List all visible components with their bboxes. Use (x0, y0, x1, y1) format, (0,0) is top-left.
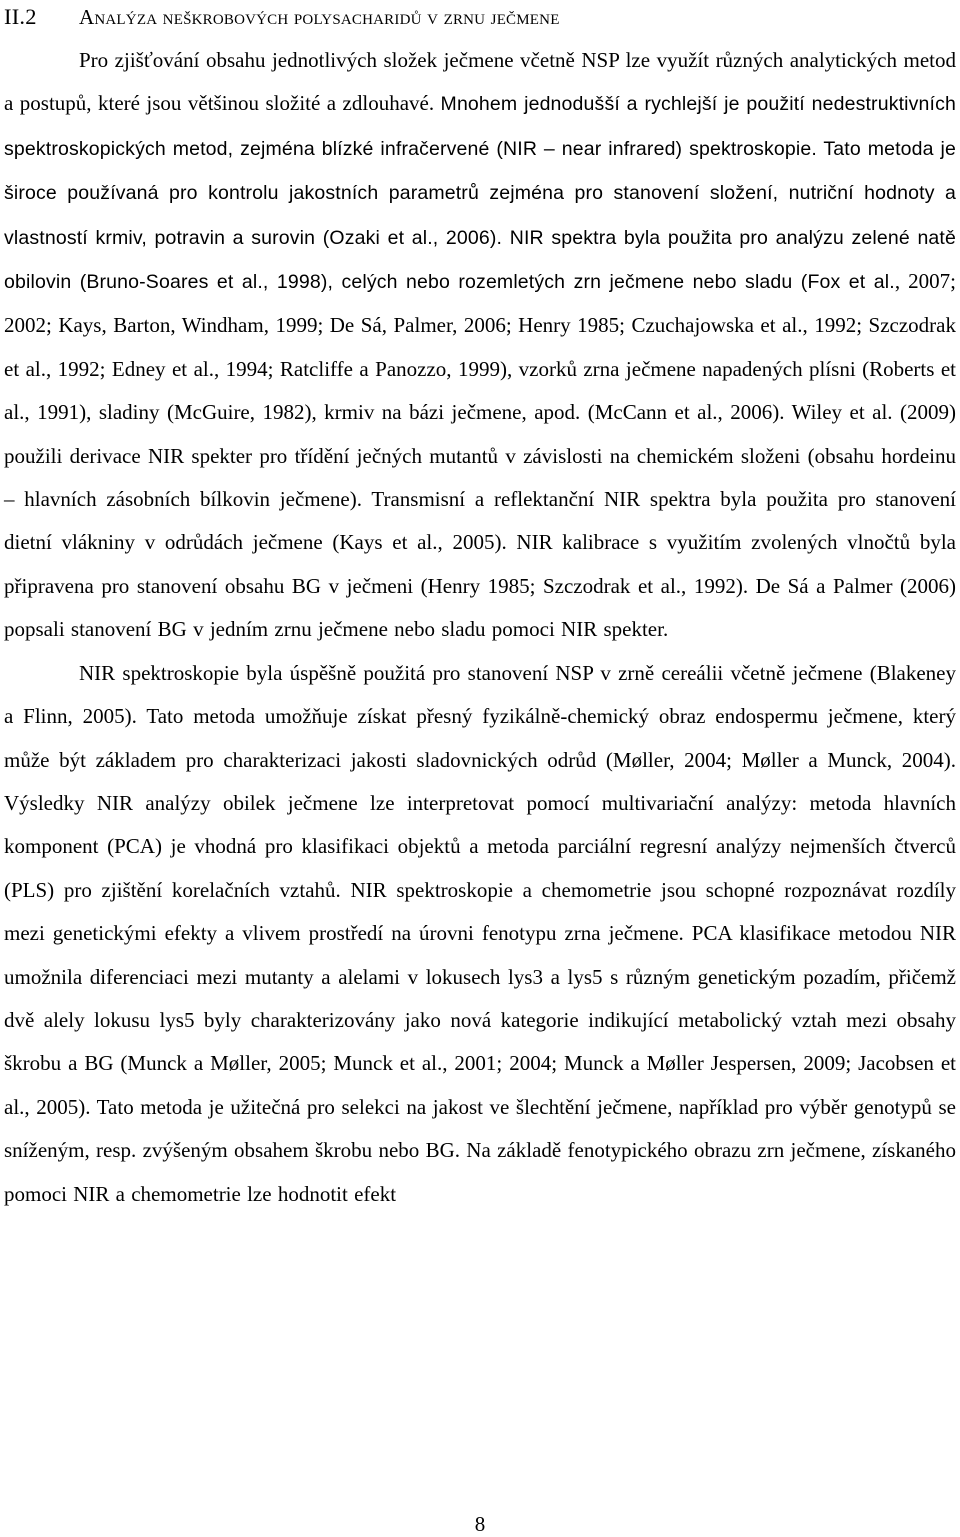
body-text (4, 39, 956, 1216)
paragraph-1-segment-3: , 2007; 2002; Kays, Barton, Windham, 1999; De Sá, Palmer, 2006; Henry 1985; Czuchajowska et al., 1992; Szczodrak et al., 1992; Edney et al., 1994; Ratcliffe a Panozzo, 1999), vzorků zrna ječmene napadených plísni (Roberts et al., 1991), sladiny (McGuire, 1982), krmiv na bázi ječmene, apod. (McCann et al., 2006). Wiley et al. (2009) použili derivace NIR spekter pro třídění ječných mutantů v závislosti na chemickém složeni (obsahu hordeinu – hlavních zásobních bílkovin ječmene). Transmisní a reflektanční NIR spektra byla použita pro stanovení dietní vlákniny v odrůdách ječmene (Kays et al., 2005). NIR kalibrace s využitím zvolených vlnočtů byla připravena pro stanovení obsahu BG v ječmeni (Henry 1985; Szczodrak et al., 1992). De Sá a Palmer (2006) popsali stanovení BG v jedním zrnu ječmene nebo sladu pomoci NIR spekter. (4, 269, 956, 642)
paragraph-1-segment-2: Mnohem jednodušší a rychlejší je použití nedestruktivních spektroskopických metod, zejména blízké infračervené (NIR – near infrared) spektroskopie. Tato metoda je široce používaná pro kontrolu jakostních parametrů zejména pro stanovení složení, nutriční hodnoty a vlastností krmiv, potravin a surovin (Ozaki et al., 2006). NIR spektra byla použita pro analýzu zelené natě obilovin (Bruno-Soares et al., 1998), celých nebo rozemletých zrn ječmene nebo sladu (Fox et al. (4, 93, 956, 294)
section-title: Analýza neškrobových polysacharidů v zrnu ječmene (79, 5, 560, 29)
section-number: II.2 (4, 4, 37, 29)
paragraph-2-segment-1: NIR spektroskopie byla úspěšně použitá pro stanovení NSP v zrně cereálii včetně ječmene (Blakeney a Flinn, 2005). Tato metoda umožňuje získat přesný fyzikálně-chemický obraz endospermu ječmene, který může být základem pro charakterizaci jakosti sladovnických odrůd (Møller, 2004; Møller a Munck, 2004). Výsledky NIR analýzy obilek ječmene lze interpretovat pomocí multivariační analýzy: metoda hlavních komponent (PCA) je vhodná pro klasifikaci objektů a metoda parciální regresní analýzy nejmenších čtverců (PLS) pro zjištění korelačních vztahů. NIR spektroskopie a chemometrie jsou schopné rozpoznávat rozdíly mezi genetickými efekty a vlivem prostředí na úrovni fenotypu zrna ječmene. PCA klasifikace metodou NIR umožnila diferenciaci mezi mutanty a alelami v lokusech lys3 a lys5 s různým genetickým pozadím, přičemž dvě alely lokusu lys5 byly charakterizovány jako nová kategorie indikující metabolický vztah mezi obsahy škrobu a BG (Munck a Møller, 2005; Munck et al., 2001; 2004; Munck a Møller Jespersen, 2009; Jacobsen et al., 2005). Tato metoda je užitečná pro selekci na jakost ve šlechtění ječmene, například pro výběr genotypů se sníženým, resp. zvýšeným obsahem škrobu nebo BG. Na základě fenotypického obrazu zrn ječmene, získaného pomoci NIR a chemometrie lze hodnotit efekt (4, 660, 956, 1206)
paragraph-1-segment-1: Pro zjišťování obsahu jednotlivých složek ječmene včetně NSP lze využít různých analytických metod a postupů, které jsou většinou složité a zdlouhavé. (4, 48, 956, 116)
paragraph-2 (4, 652, 956, 1216)
page-number: 8 (474, 1512, 486, 1536)
paragraph-1 (4, 39, 956, 652)
section-heading (4, 2, 954, 32)
